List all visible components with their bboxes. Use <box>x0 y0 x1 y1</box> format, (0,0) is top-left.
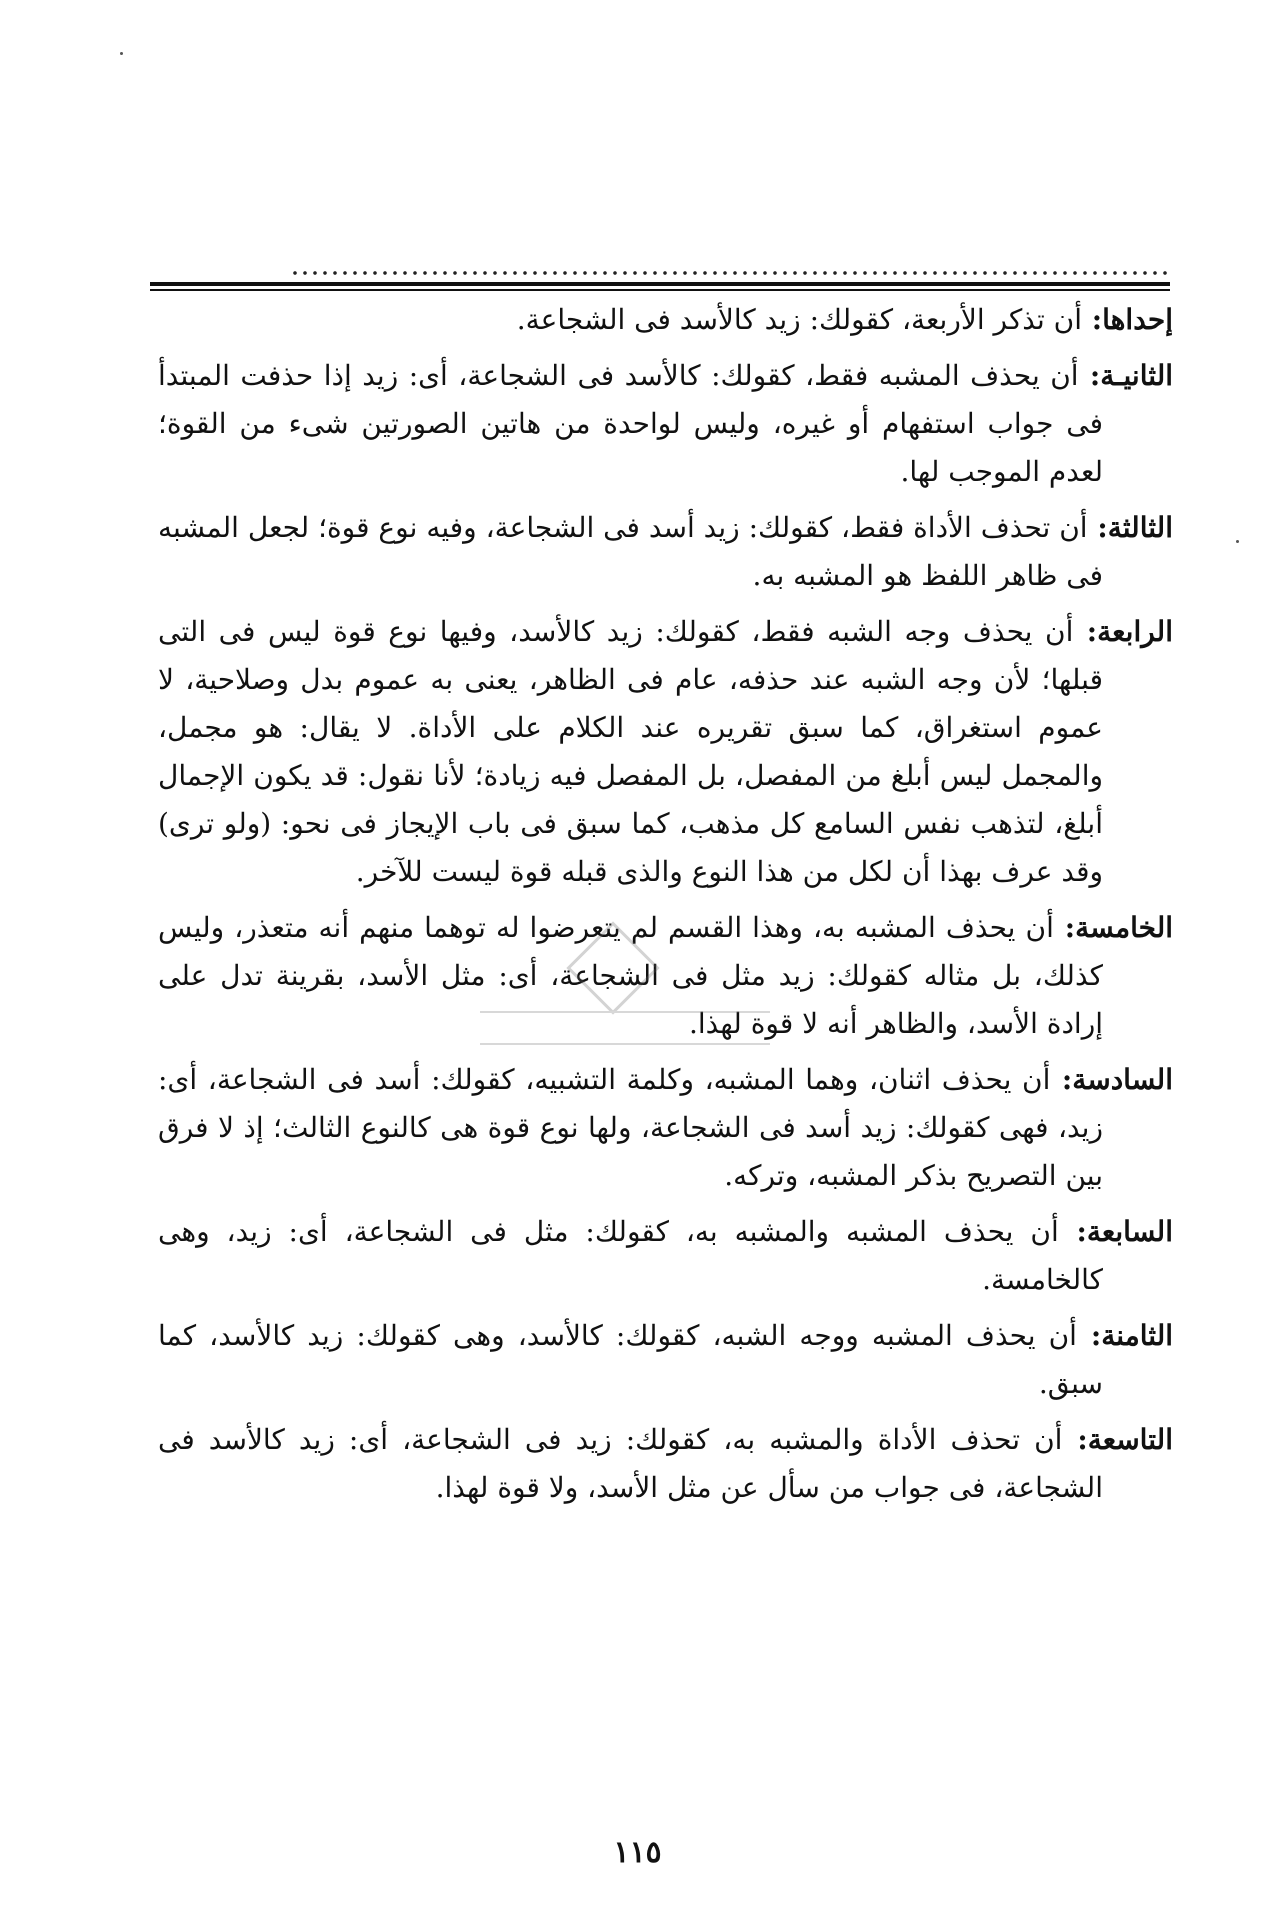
entry-6: السادسة: أن يحذف اثنان، وهما المشبه، وكلمة التشبيه، كقولك: أسد فى الشجاعة، أى: زيد، فهى كقولك: زيد أسد فى الشجاعة، ولها نوع قوة هى كالنوع الثالث؛ إذ لا فرق بين التصريح بذكر المشبه، وتركه. <box>158 1063 1173 1192</box>
header-rule <box>150 270 1170 294</box>
dotted-line <box>290 270 1170 276</box>
entry-label: الثانيـة <box>1100 359 1173 392</box>
entry-label: السادسة <box>1072 1063 1173 1096</box>
entry-label: إحداها <box>1102 303 1173 336</box>
entry-label: التاسعة <box>1087 1423 1173 1456</box>
entry-label: الثامنة <box>1101 1319 1173 1352</box>
entry-text: أن يحذف المشبه والمشبه به، كقولك: مثل فى الشجاعة، أى: زيد، وهى كالخامسة. <box>158 1215 1103 1296</box>
entry-text: أن يحذف المشبه به، وهذا القسم لم يتعرضوا له توهما منهم أنه متعذر، وليس كذلك، بل مثاله كقولك: زيد مثل فى الشجاعة، أى: مثل الأسد، بقرينة تدل على إرادة الأسد، والظاهر أنه لا قوة لهذا. <box>158 911 1103 1040</box>
entry-label: الخامسة <box>1075 911 1173 944</box>
entry-text: أن تذكر الأربعة، كقولك: زيد كالأسد فى الشجاعة. <box>516 303 1083 336</box>
entry-text: أن تحذف الأداة فقط، كقولك: زيد أسد فى الشجاعة، وفيه نوع قوة؛ لجعل المشبه فى ظاهر اللفظ هو المشبه به. <box>158 511 1103 592</box>
entry-7: السابعة: أن يحذف المشبه والمشبه به، كقولك: مثل فى الشجاعة، أى: زيد، وهى كالخامسة. <box>158 1215 1173 1296</box>
entry-label: الثالثة <box>1107 511 1173 544</box>
entry-2: الثانيـة: أن يحذف المشبه فقط، كقولك: كالأسد فى الشجاعة، أى: زيد إذا حذفت المبتدأ فى جواب استفهام أو غيره، وليس لواحدة من هاتين الصورتين شىء من القوة؛ لعدم الموجب لها. <box>158 359 1173 488</box>
entry-1: إحداها: أن تذكر الأربعة، كقولك: زيد كالأسد فى الشجاعة. <box>516 303 1173 336</box>
thin-rule <box>150 289 1170 291</box>
entry-text: أن يحذف المشبه ووجه الشبه، كقولك: كالأسد، وهى كقولك: زيد كالأسد، كما سبق. <box>158 1319 1103 1400</box>
page-body <box>158 296 1173 1520</box>
watermark-band <box>480 1011 770 1045</box>
entry-4: الرابعة: أن يحذف وجه الشبه فقط، كقولك: زيد كالأسد، وفيها نوع قوة ليس فى التى قبلها؛ لأن وجه الشبه عند حذفه، عام فى الظاهر، يعنى به عموم بدل وصلاحية، لا عموم استغراق، كما سبق تقريره عند الكلام على الأداة. لا يقال: هو مجمل، والمجمل ليس أبلغ من المفصل، بل المفصل فيه زيادة؛ لأنا نقول: قد يكون الإجمال أبلغ، لتذهب نفس السامع كل مذهب، كما سبق فى باب الإيجاز فى نحو: (ولو ترى) وقد عرف بهذا أن لكل من هذا النوع والذى قبله قوة ليست للآخر. <box>158 615 1173 888</box>
entry-label: الرابعة <box>1097 615 1173 648</box>
entry-5: الخامسة: أن يحذف المشبه به، وهذا القسم لم يتعرضوا له توهما منهم أنه متعذر، وليس كذلك، بل مثاله كقولك: زيد مثل فى الشجاعة، أى: مثل الأسد، بقرينة تدل على إرادة الأسد، والظاهر أنه لا قوة لهذا. <box>158 911 1173 1040</box>
entry-3: الثالثة: أن تحذف الأداة فقط، كقولك: زيد أسد فى الشجاعة، وفيه نوع قوة؛ لجعل المشبه فى ظاهر اللفظ هو المشبه به. <box>158 511 1173 592</box>
entry-text: أن يحذف وجه الشبه فقط، كقولك: زيد كالأسد، وفيها نوع قوة ليس فى التى قبلها؛ لأن وجه الشبه عند حذفه، عام فى الظاهر، يعنى به عموم بدل وصلاحية، لا عموم استغراق، كما سبق تقريره عند الكلام على الأداة. لا يقال: هو مجمل، والمجمل ليس أبلغ من المفصل، بل المفصل فيه زيادة؛ لأنا نقول: قد يكون الإجمال أبلغ، لتذهب نفس السامع كل مذهب، كما سبق فى باب الإيجاز فى نحو: (ولو ترى) وقد عرف بهذا أن لكل من هذا النوع والذى قبله قوة ليست للآخر. <box>158 615 1103 888</box>
watermark-seal <box>480 935 770 1045</box>
page-number: ١١٥ <box>613 1835 662 1870</box>
entry-text: أن يحذف اثنان، وهما المشبه، وكلمة التشبيه، كقولك: أسد فى الشجاعة، أى: زيد، فهى كقولك: زيد أسد فى الشجاعة، ولها نوع قوة هى كالنوع الثالث؛ إذ لا فرق بين التصريح بذكر المشبه، وتركه. <box>158 1063 1103 1192</box>
seal-icon <box>566 921 659 1014</box>
scan-speck <box>120 52 123 55</box>
entry-8: الثامنة: أن يحذف المشبه ووجه الشبه، كقولك: كالأسد، وهى كقولك: زيد كالأسد، كما سبق. <box>158 1319 1173 1400</box>
entry-text: أن يحذف المشبه فقط، كقولك: كالأسد فى الشجاعة، أى: زيد إذا حذفت المبتدأ فى جواب استفهام أو غيره، وليس لواحدة من هاتين الصورتين شىء من القوة؛ لعدم الموجب لها. <box>158 359 1103 488</box>
entry-label: السابعة <box>1086 1215 1173 1248</box>
thick-rule <box>150 282 1170 286</box>
entry-text: أن تحذف الأداة والمشبه به، كقولك: زيد فى الشجاعة، أى: زيد كالأسد فى الشجاعة، فى جواب من سأل عن مثل الأسد، ولا قوة لهذا. <box>158 1423 1103 1504</box>
entry-9: التاسعة: أن تحذف الأداة والمشبه به، كقولك: زيد فى الشجاعة، أى: زيد كالأسد فى الشجاعة، فى جواب من سأل عن مثل الأسد، ولا قوة لهذا. <box>158 1423 1173 1504</box>
scan-speck <box>1236 540 1239 543</box>
